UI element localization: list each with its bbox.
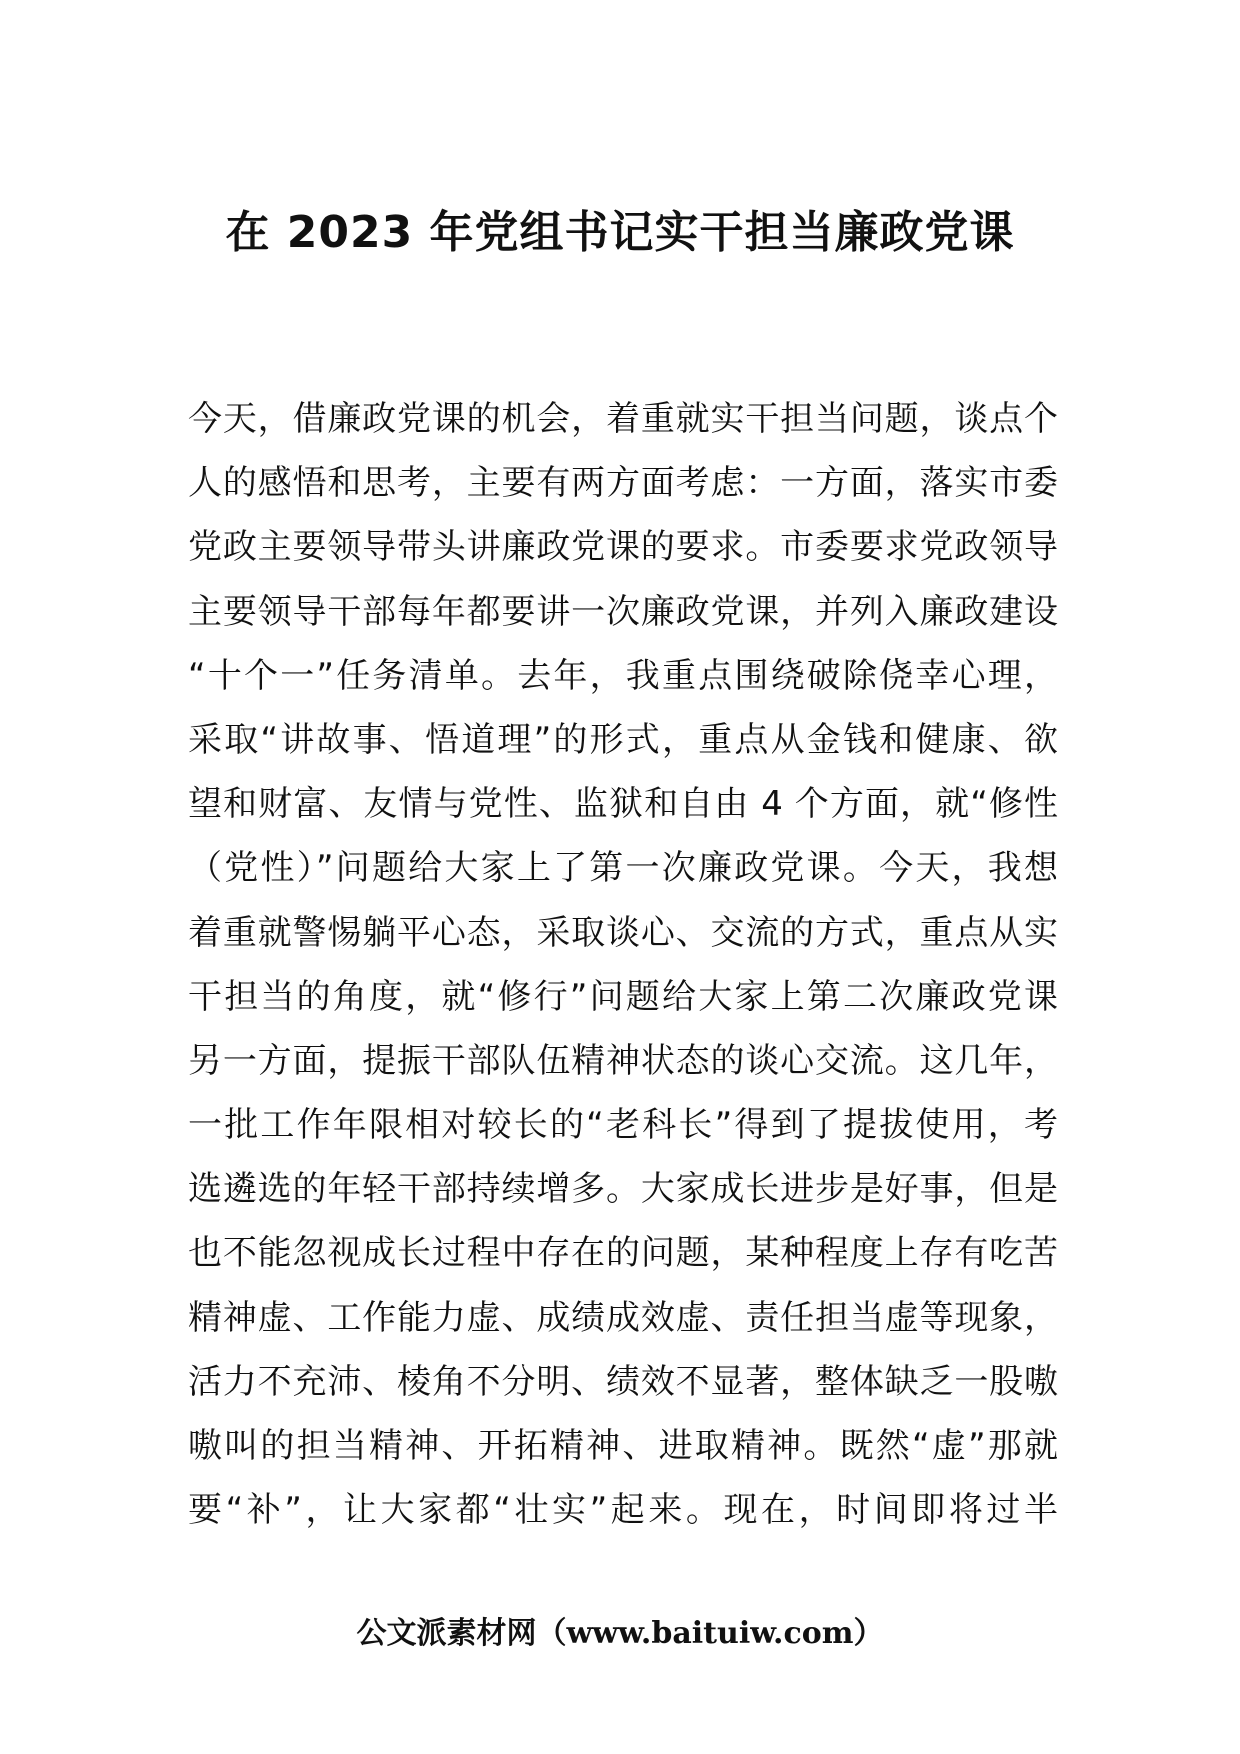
body-line: 人的感悟和思考，主要有两方面考虑：一方面，落实市委	[188, 463, 1058, 504]
body-line: 也不能忽视成长过程中存在的问题，某种程度上存有吃苦	[188, 1233, 1058, 1274]
body-line: 活力不充沛、棱角不分明、绩效不显著，整体缺乏一股嗷	[188, 1361, 1058, 1402]
body-line: 今天，借廉政党课的机会，着重就实干担当问题，谈点个	[188, 399, 1058, 439]
body-paragraph	[188, 387, 1058, 1542]
body-line: 采取“讲故事、悟道理”的形式，重点从金钱和健康、欲	[188, 719, 1058, 760]
body-line: 主要领导干部每年都要讲一次廉政党课，并列入廉政建设	[188, 591, 1058, 632]
body-line: 要“补”，让大家都“壮实”起来。现在，时间即将过半	[188, 1490, 1058, 1531]
body-line: 精神虚、工作能力虚、成绩成效虚、责任担当虚等现象，	[188, 1297, 1058, 1338]
body-line: 党政主要领导带头讲廉政党课的要求。市委要求党政领导	[188, 527, 1058, 568]
footer-watermark: 公文派素材网（www.baituiw.com）	[356, 1616, 884, 1651]
body-line: 一批工作年限相对较长的“老科长”得到了提拔使用，考	[188, 1105, 1058, 1146]
body-line: 着重就警惕躺平心态，采取谈心、交流的方式，重点从实	[188, 912, 1058, 953]
document-title: 在 2023 年党组书记实干担当廉政党课	[225, 207, 1015, 258]
body-line: 另一方面，提振干部队伍精神状态的谈心交流。这几年，	[188, 1040, 1058, 1081]
body-line: 干担当的角度，就“修行”问题给大家上第二次廉政党课	[188, 976, 1058, 1017]
body-line: 嗷叫的担当精神、开拓精神、进取精神。既然“虚”那就	[188, 1426, 1058, 1466]
body-line: （党性）”问题给大家上了第一次廉政党课。今天，我想	[188, 848, 1058, 889]
body-line: 选遴选的年轻干部持续增多。大家成长进步是好事，但是	[188, 1169, 1058, 1210]
body-line: 望和财富、友情与党性、监狱和自由 4 个方面，就“修性	[188, 784, 1058, 825]
body-line: “十个一”任务清单。去年，我重点围绕破除侥幸心理，	[188, 655, 1058, 696]
